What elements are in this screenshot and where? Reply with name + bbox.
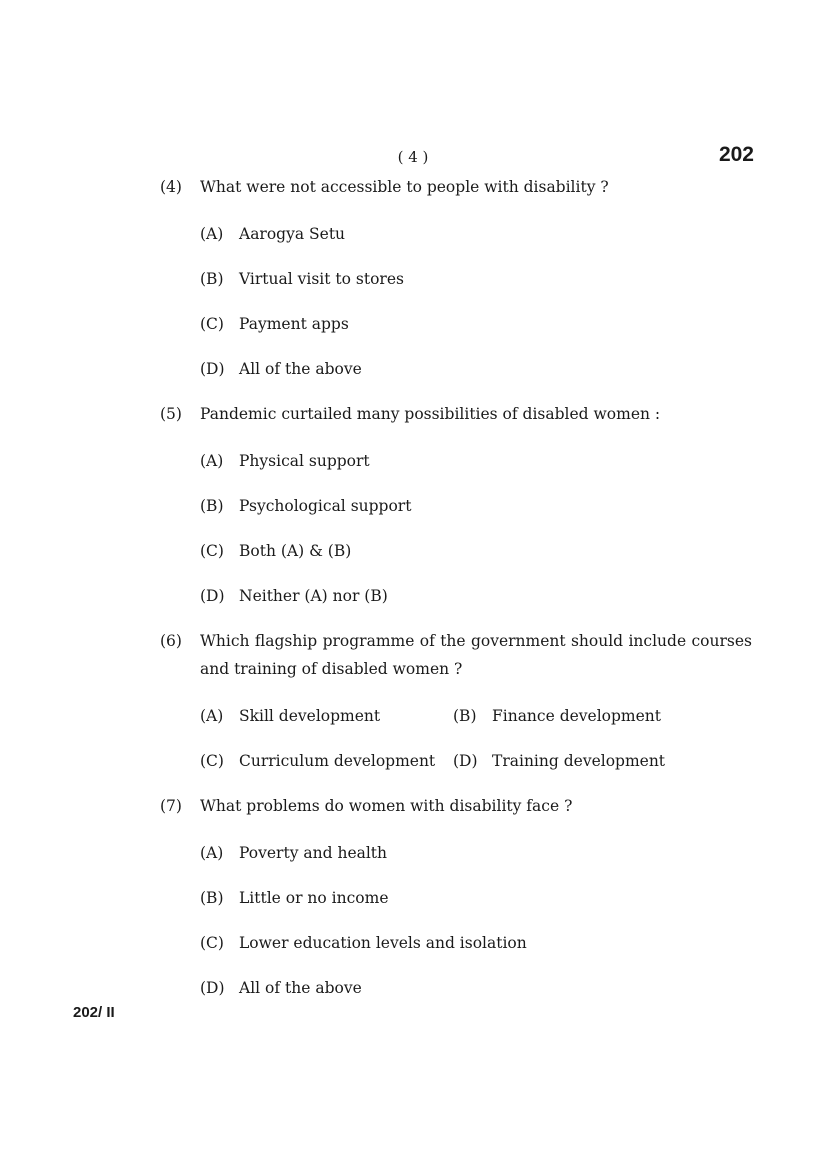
option-letter: (D) xyxy=(200,979,225,997)
option-text: Both (A) & (B) xyxy=(239,542,352,560)
question-text: What problems do women with disability face ? xyxy=(200,797,573,815)
option-text: Lower education levels and isolation xyxy=(239,934,527,952)
option-letter: (B) xyxy=(200,497,224,515)
option-a xyxy=(200,704,453,728)
option-a xyxy=(200,841,752,865)
question-number: (4) xyxy=(160,178,182,196)
option-c xyxy=(200,931,752,955)
question-text: What were not accessible to people with disability ? xyxy=(200,178,609,196)
question-text: Which flagship programme of the government should include courses and training of disabled women ? xyxy=(200,632,752,678)
option-text: Poverty and health xyxy=(239,844,388,862)
option-b xyxy=(200,494,752,518)
option-b xyxy=(200,886,752,910)
option-letter: (A) xyxy=(200,844,224,862)
option-text: Neither (A) nor (B) xyxy=(239,587,388,605)
option-letter: (A) xyxy=(200,452,224,470)
option-c xyxy=(200,749,453,773)
option-text: All of the above xyxy=(239,360,362,378)
option-d xyxy=(200,976,752,1000)
option-letter: (B) xyxy=(453,707,477,725)
option-text: All of the above xyxy=(239,979,362,997)
options xyxy=(200,841,752,1000)
question-text: Pandemic curtailed many possibilities of disabled women : xyxy=(200,405,661,423)
option-row xyxy=(200,704,752,728)
question-number: (5) xyxy=(160,405,182,423)
question-4 xyxy=(160,175,752,381)
option-c xyxy=(200,539,752,563)
option-b xyxy=(200,267,752,291)
question-number: (7) xyxy=(160,797,182,815)
option-text: Curriculum development xyxy=(239,752,436,770)
option-text: Psychological support xyxy=(239,497,412,515)
option-letter: (B) xyxy=(200,889,224,907)
option-letter: (A) xyxy=(200,707,224,725)
footer-code: 202/ II xyxy=(73,1004,115,1021)
option-letter: (A) xyxy=(200,225,224,243)
option-text: Virtual visit to stores xyxy=(239,270,404,288)
option-letter: (C) xyxy=(200,315,224,333)
option-a xyxy=(200,222,752,246)
option-letter: (D) xyxy=(200,587,225,605)
question-number: (6) xyxy=(160,632,182,650)
page-number: ( 4 ) xyxy=(397,148,429,166)
option-text: Skill development xyxy=(239,707,381,725)
options xyxy=(200,704,752,773)
question-list xyxy=(160,175,752,1021)
option-letter: (D) xyxy=(200,360,225,378)
option-text: Training development xyxy=(492,752,666,770)
option-d xyxy=(200,357,752,381)
option-d xyxy=(453,749,665,773)
options xyxy=(200,222,752,381)
option-c xyxy=(200,312,752,336)
paper-code: 202 xyxy=(718,143,754,166)
option-text: Aarogya Setu xyxy=(239,225,346,243)
question-6 xyxy=(160,629,752,773)
option-b xyxy=(453,704,661,728)
option-text: Physical support xyxy=(239,452,370,470)
option-letter: (B) xyxy=(200,270,224,288)
option-a xyxy=(200,449,752,473)
option-row xyxy=(200,749,752,773)
option-letter: (C) xyxy=(200,934,224,952)
option-text: Payment apps xyxy=(239,315,349,333)
option-letter: (D) xyxy=(453,752,478,770)
option-text: Finance development xyxy=(492,707,662,725)
option-d xyxy=(200,584,752,608)
question-7 xyxy=(160,794,752,1000)
option-letter: (C) xyxy=(200,752,224,770)
option-text: Little or no income xyxy=(239,889,389,907)
question-5 xyxy=(160,402,752,608)
options xyxy=(200,449,752,608)
option-letter: (C) xyxy=(200,542,224,560)
